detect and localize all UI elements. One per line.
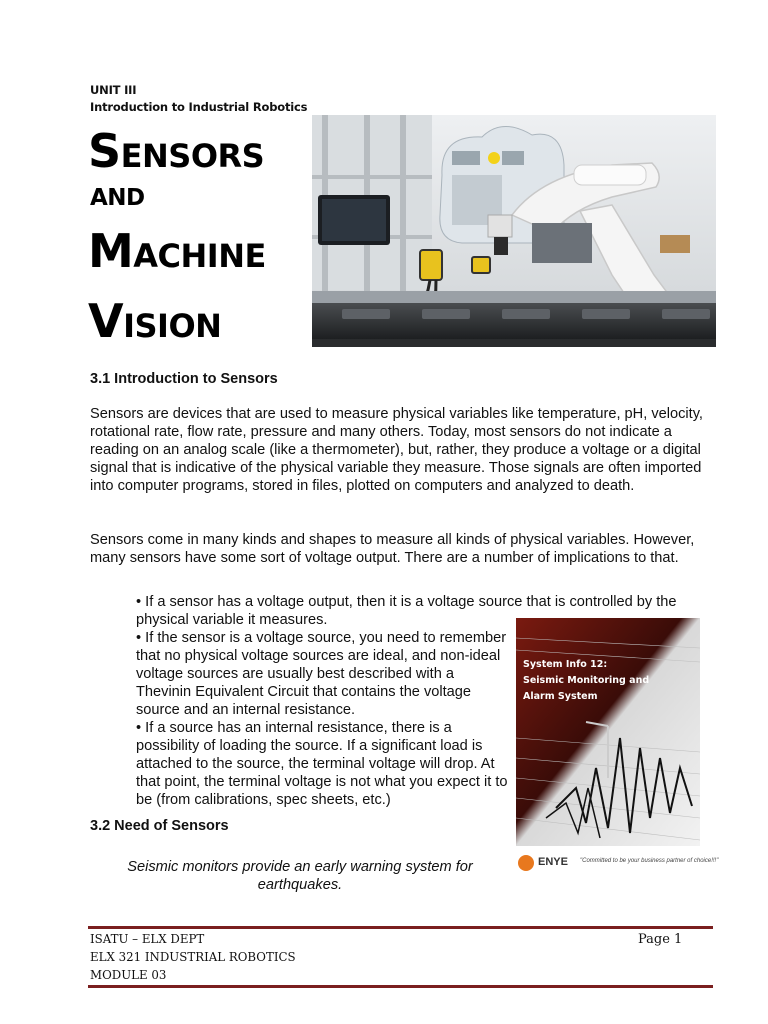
section-heading-need: 3.2 Need of Sensors: [90, 818, 229, 834]
section-heading-introduction: 3.1 Introduction to Sensors: [90, 371, 278, 387]
seismic-caption: Seismic monitors provide an early warning system for earthquakes.: [127, 858, 473, 893]
unit-subtitle: Introduction to Industrial Robotics: [90, 100, 308, 114]
seismic-cover-image: [516, 618, 700, 846]
robot-arm-image: [312, 115, 716, 347]
page-number: Page 1: [638, 932, 683, 947]
brand-name: ENYE: [538, 856, 568, 868]
bullet-item: • If a source has an internal resistance, there is a possibility of loading the source. If a significant load is attached to the source, the terminal voltage will drop. At that point, the terminal voltage is not what you expect it to be (from calibrations, spec sheets, etc.): [136, 720, 508, 808]
title-and: AND: [90, 185, 145, 211]
bullet-item: • If a sensor has a voltage output, then it is a voltage source that is controlled by the physical variable it measures.: [136, 594, 677, 628]
footer-rule-bottom: [88, 985, 713, 988]
cover-title-line: Alarm System: [523, 691, 598, 702]
footer-rule-top: [88, 926, 713, 929]
footer-module: MODULE 03: [90, 968, 167, 982]
intro-paragraph: Sensors are devices that are used to measure physical variables like temperature, pH, velocity, rotational rate, flow rate, pressure and many others. Today, most sensors do not indicate a reading on an analog scale (like a thermometer), but, rather, they produce a voltage or a digital signal that is indicative of the physical variable they measure. Those signals are often imported into computer programs, stored in files, plotted on computers and analyzed to death.: [90, 406, 703, 494]
brand-strip: [516, 852, 719, 874]
enye-logo-icon: [518, 855, 534, 871]
cover-title-line: System Info 12:: [523, 659, 608, 670]
title-machine: Machine: [88, 224, 266, 278]
bullet-item: • If the sensor is a voltage source, you need to remember that no physical voltage sources are ideal, and non-ideal voltage sources are usually best described with a Thevinin Equivalent Circuit that contains the voltage source and an internal resistance.: [136, 630, 507, 718]
title-sensors: Sensors: [88, 124, 265, 178]
footer-department: ISATU – ELX DEPT: [90, 932, 205, 946]
unit-label: UNIT III: [90, 83, 137, 97]
footer-course: ELX 321 INDUSTRIAL ROBOTICS: [90, 950, 296, 964]
brand-tagline: "Committed to be your business partner of choice!!!": [580, 858, 719, 864]
kinds-paragraph: Sensors come in many kinds and shapes to measure all kinds of physical variables. However, many sensors have some sort of voltage output. There are a number of implications to that.: [90, 532, 695, 566]
title-vision: Vision: [88, 294, 222, 348]
cover-title-line: Seismic Monitoring and: [523, 675, 650, 686]
